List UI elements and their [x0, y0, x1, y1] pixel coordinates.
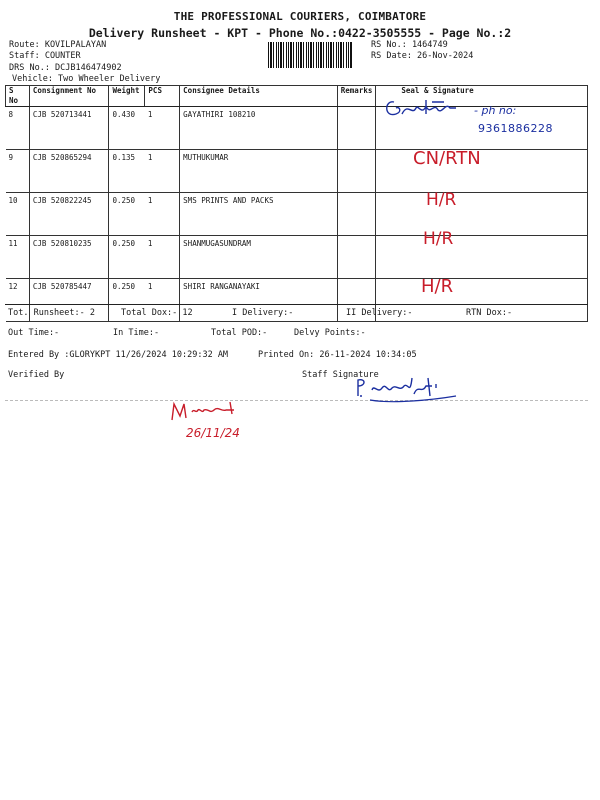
header-consignment: Consignment No — [29, 86, 109, 107]
cell-remarks — [337, 150, 376, 193]
cell-pcs: 1 — [145, 236, 180, 279]
cell-sno: 8 — [6, 107, 30, 150]
table-row — [6, 193, 588, 236]
rs-date: RS Date: 26-Nov-2024 — [371, 51, 474, 61]
cell-consignment: CJB 520822245 — [29, 193, 109, 236]
cell-consignee: GAYATHIRI 108210 — [180, 107, 338, 150]
printed-on: Printed On: 26-11-2024 10:34:05 — [258, 350, 417, 360]
header-consignee: Consignee Details — [180, 86, 338, 107]
cell-seal — [376, 236, 588, 279]
fold-line — [5, 400, 588, 401]
table-row — [6, 150, 588, 193]
signature-gayathiri — [382, 96, 472, 126]
cell-consignment: CJB 520810235 — [29, 236, 109, 279]
cell-sno: 12 — [6, 279, 30, 322]
barcode — [268, 42, 352, 68]
rs-number: RS No.: 1464749 — [371, 40, 448, 50]
rtn-dox: RTN Dox:- — [466, 308, 513, 318]
row10-hr: H/R — [426, 190, 457, 210]
vehicle: Vehicle: Two Wheeler Delivery — [12, 74, 161, 84]
staff: Staff: COUNTER — [9, 51, 81, 61]
verifier-date: 26/11/24 — [186, 426, 240, 440]
cell-pcs: 1 — [145, 193, 180, 236]
table-row — [6, 236, 588, 279]
company-title: THE PROFESSIONAL COURIERS, COIMBATORE — [173, 10, 427, 23]
delvy-points: Delvy Points:- — [294, 328, 366, 338]
cell-seal — [376, 150, 588, 193]
cell-consignee: SMS PRINTS AND PACKS — [180, 193, 338, 236]
row9-remark: CN/RTN — [413, 148, 481, 169]
cell-weight: 0.250 — [109, 193, 145, 236]
total-pod: Total POD:- — [211, 328, 268, 338]
route: Route: KOVILPALAYAN — [9, 40, 107, 50]
cell-remarks — [337, 236, 376, 279]
total-dox: Total Dox:- 12 — [121, 308, 193, 318]
verifier-signature — [168, 398, 242, 428]
header-weight: Weight — [109, 86, 145, 107]
cell-consignment: CJB 520865294 — [29, 150, 109, 193]
staff-signature-label: Staff Signature — [302, 370, 379, 380]
cell-remarks — [337, 107, 376, 150]
header-sno: S No — [6, 86, 30, 107]
out-time: Out Time:- — [8, 328, 60, 338]
tot-runsheet: Tot. Runsheet:- 2 — [8, 308, 95, 318]
cell-pcs: 1 — [145, 279, 180, 322]
handwritten-signature-icon — [352, 374, 462, 404]
cell-consignee: SHANMUGASUNDRAM — [180, 236, 338, 279]
cell-weight: 0.250 — [109, 279, 145, 322]
cell-pcs: 1 — [145, 150, 180, 193]
cell-sno: 9 — [6, 150, 30, 193]
cell-remarks — [337, 193, 376, 236]
cell-weight: 0.430 — [109, 107, 145, 150]
entered-by: Entered By :GLORYKPT 11/26/2024 10:29:32 AM — [8, 350, 229, 360]
cell-weight: 0.135 — [109, 150, 145, 193]
cell-weight: 0.250 — [109, 236, 145, 279]
handwritten-signature-icon — [382, 96, 472, 122]
runsheet-title: Delivery Runsheet - KPT - Phone No.:0422-3505555 - Page No.:2 — [88, 26, 512, 40]
phone-note: - ph no: — [474, 104, 517, 117]
cell-sno: 11 — [6, 236, 30, 279]
drs-number: DRS No.: DCJB146474902 — [9, 63, 122, 73]
cell-pcs: 1 — [145, 107, 180, 150]
row11-hr: H/R — [423, 229, 454, 249]
cell-consignee: SHIRI RANGANAYAKI — [180, 279, 338, 322]
cell-sno: 10 — [6, 193, 30, 236]
cell-consignment: CJB 520785447 — [29, 279, 109, 322]
cell-seal — [376, 193, 588, 236]
runsheet-table — [5, 85, 588, 322]
handwritten-signature-icon — [168, 398, 242, 424]
in-time: In Time:- — [113, 328, 160, 338]
header-remarks: Remarks — [337, 86, 376, 107]
verified-by: Verified By — [8, 370, 65, 380]
cell-consignee: MUTHUKUMAR — [180, 150, 338, 193]
table-bottom-rule — [5, 304, 588, 305]
i-delivery: I Delivery:- — [232, 308, 294, 318]
ii-delivery: II Delivery:- — [346, 308, 413, 318]
header-seal: Seal & Signature — [376, 86, 588, 107]
staff-signature — [352, 374, 462, 408]
cell-consignment: CJB 520713441 — [29, 107, 109, 150]
header-pcs: PCS — [145, 86, 180, 107]
row12-hr: H/R — [421, 276, 454, 297]
phone-number: 9361886228 — [478, 122, 553, 135]
